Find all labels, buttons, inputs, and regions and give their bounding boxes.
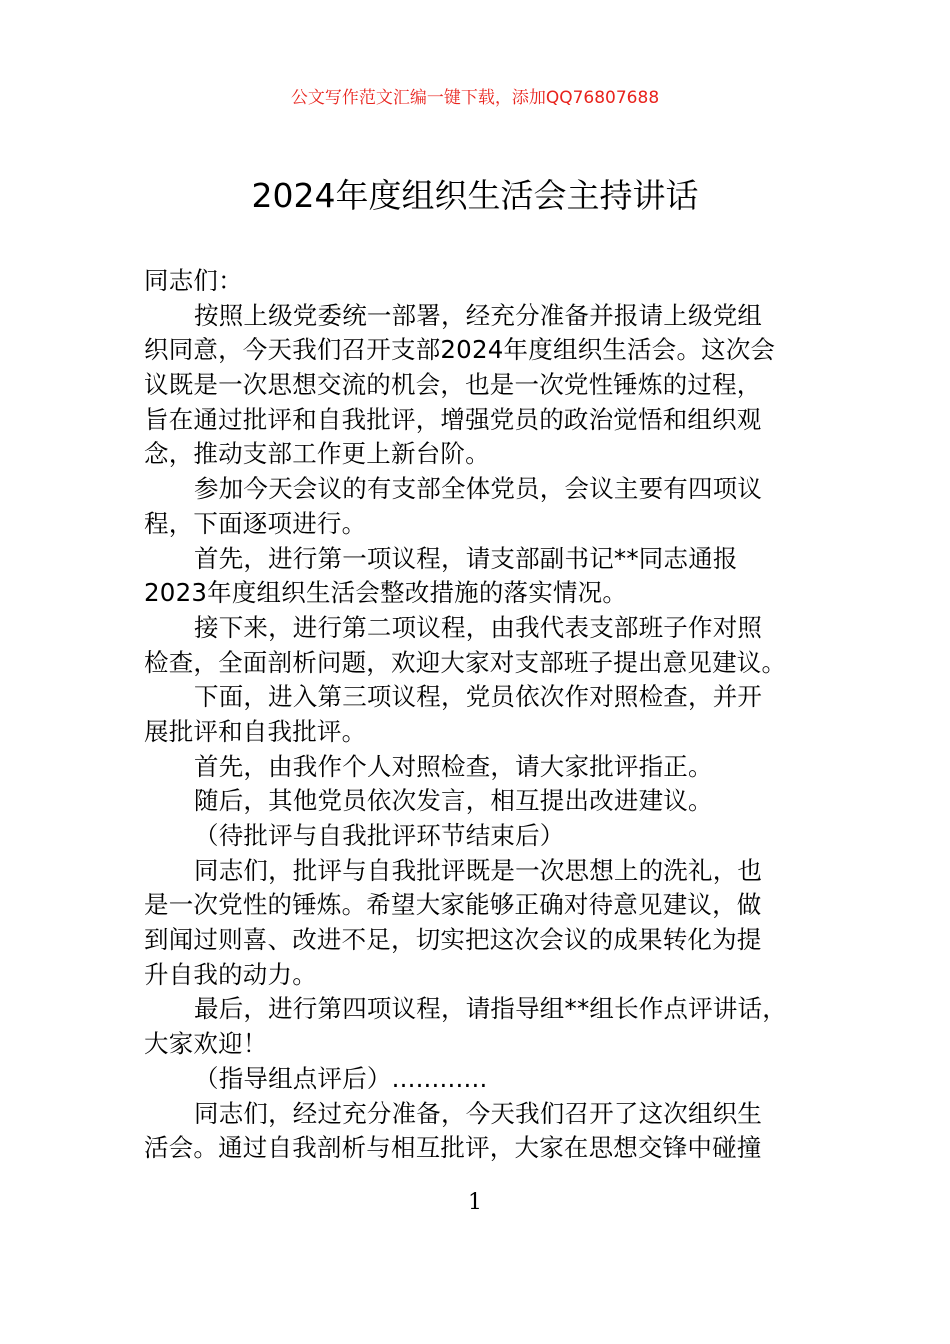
paragraph-line: （指导组点评后）............ <box>194 1063 488 1093</box>
paragraph-line: 展批评和自我批评。 <box>144 716 367 746</box>
paragraph-line: 检查，全面剖析问题，欢迎大家对支部班子提出意见建议。 <box>144 647 787 677</box>
paragraph-line: 大家欢迎！ <box>144 1029 268 1059</box>
paragraph-line: 首先，进行第一项议程，请支部副书记**同志通报 <box>194 543 738 573</box>
paragraph-line: 随后，其他党员依次发言，相互提出改进建议。 <box>194 786 713 816</box>
paragraph-line: 参加今天会议的有支部全体党员，会议主要有四项议 <box>194 474 763 504</box>
paragraph-line: 首先，由我作个人对照检查，请大家批评指正。 <box>194 751 713 781</box>
paragraph-line: 最后，进行第四项议程，请指导组**组长作点评讲话， <box>194 994 787 1024</box>
paragraph-line: 念，推动支部工作更上新台阶。 <box>144 439 490 469</box>
paragraph-line: 织同意，今天我们召开支部2024年度组织生活会。这次会 <box>144 335 776 365</box>
paragraph-line: 同志们，批评与自我批评既是一次思想上的洗礼，也 <box>194 855 763 885</box>
paragraph-line: 活会。通过自我剖析与相互批评，大家在思想交锋中碰撞 <box>144 1133 762 1163</box>
paragraph-line: 旨在通过批评和自我批评，增强党员的政治觉悟和组织观 <box>144 404 762 434</box>
paragraph-line: 议既是一次思想交流的机会，也是一次党性锤炼的过程， <box>144 370 762 400</box>
paragraph-line: 升自我的动力。 <box>144 959 317 989</box>
paragraph-line: 到闻过则喜、改进不足，切实把这次会议的成果转化为提 <box>144 925 762 955</box>
salutation-line: 同志们： <box>144 266 243 295</box>
document-title: 2024年度组织生活会主持讲话 <box>251 176 699 215</box>
paragraph-line: 是一次党性的锤炼。希望大家能够正确对待意见建议，做 <box>144 890 762 920</box>
paragraph-line: 2023年度组织生活会整改措施的落实情况。 <box>144 578 628 608</box>
document-body <box>144 264 816 1166</box>
paragraph-line: 程，下面逐项进行。 <box>144 508 367 538</box>
page-number: 1 <box>468 1190 482 1215</box>
paragraph-line: 下面，进入第三项议程，党员依次作对照检查，并开 <box>194 682 763 712</box>
header-download-note: 公文写作范文汇编一键下载，添加QQ76807688 <box>290 88 660 108</box>
paragraph-line: 同志们，经过充分准备，今天我们召开了这次组织生 <box>194 1098 763 1128</box>
paragraph-line: 按照上级党委统一部署，经充分准备并报请上级党组 <box>194 300 763 330</box>
paragraph-line: （待批评与自我批评环节结束后） <box>194 821 565 850</box>
paragraph-line: 接下来，进行第二项议程，由我代表支部班子作对照 <box>194 612 763 642</box>
